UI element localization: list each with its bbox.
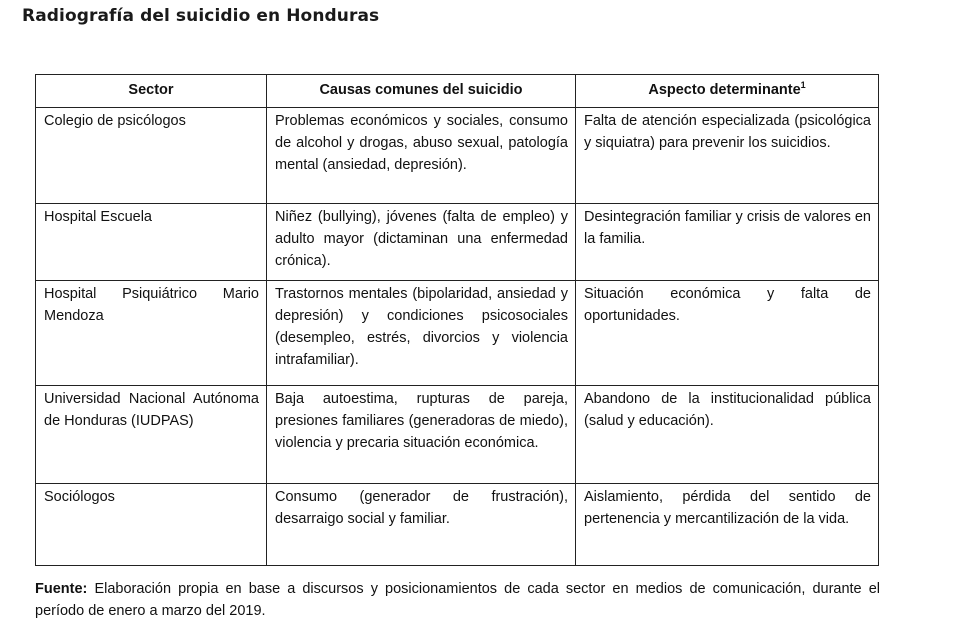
- table-header-row: [36, 75, 879, 108]
- cell-sector: Colegio de psicólogos: [36, 108, 267, 204]
- cell-causas: Niñez (bullying), jóvenes (falta de empleo) y adulto mayor (dictaminan una enfermedad crónica).: [267, 204, 576, 281]
- cell-sector: Universidad Nacional Autónoma de Honduras (IUDPAS): [36, 386, 267, 484]
- cell-sector: Hospital Escuela: [36, 204, 267, 281]
- table-row: [36, 281, 879, 386]
- cell-causas: Problemas económicos y sociales, consumo de alcohol y drogas, abuso sexual, patología mental (ansiedad, depresión).: [267, 108, 576, 204]
- cell-sector: Hospital Psiquiátrico Mario Mendoza: [36, 281, 267, 386]
- header-aspecto-footnote: 1: [800, 80, 806, 91]
- cell-aspecto: Falta de atención especializada (psicológica y siquiatra) para prevenir los suicidios.: [576, 108, 879, 204]
- header-aspecto: [576, 75, 879, 108]
- data-table: [35, 74, 879, 566]
- cell-causas: Consumo (generador de frustración), desarraigo social y familiar.: [267, 484, 576, 566]
- header-aspecto-label: Aspecto determinante: [648, 82, 801, 98]
- table-row: [36, 484, 879, 566]
- cell-causas: Baja autoestima, rupturas de pareja, presiones familiares (generadoras de miedo), violencia y precaria situación económica.: [267, 386, 576, 484]
- cell-aspecto: Situación económica y falta de oportunidades.: [576, 281, 879, 386]
- cell-aspecto: Aislamiento, pérdida del sentido de pertenencia y mercantilización de la vida.: [576, 484, 879, 566]
- cell-aspecto: Abandono de la institucionalidad pública (salud y educación).: [576, 386, 879, 484]
- source-label: Fuente:: [35, 581, 88, 597]
- table-row: [36, 204, 879, 281]
- header-sector: Sector: [36, 75, 267, 108]
- source-note: [35, 578, 880, 622]
- cell-sector: Sociólogos: [36, 484, 267, 566]
- table-row: [36, 108, 879, 204]
- page-title: Radiografía del suicidio en Honduras: [22, 6, 380, 26]
- cell-aspecto: Desintegración familiar y crisis de valores en la familia.: [576, 204, 879, 281]
- table-row: [36, 386, 879, 484]
- header-causas: Causas comunes del suicidio: [267, 75, 576, 108]
- source-text: Elaboración propia en base a discursos y posicionamientos de cada sector en medios de comunicación, durante el período de enero a marzo del 2019.: [35, 581, 880, 619]
- cell-causas: Trastornos mentales (bipolaridad, ansiedad y depresión) y condiciones psicosociales (desempleo, estrés, divorcios y violencia intrafamiliar).: [267, 281, 576, 386]
